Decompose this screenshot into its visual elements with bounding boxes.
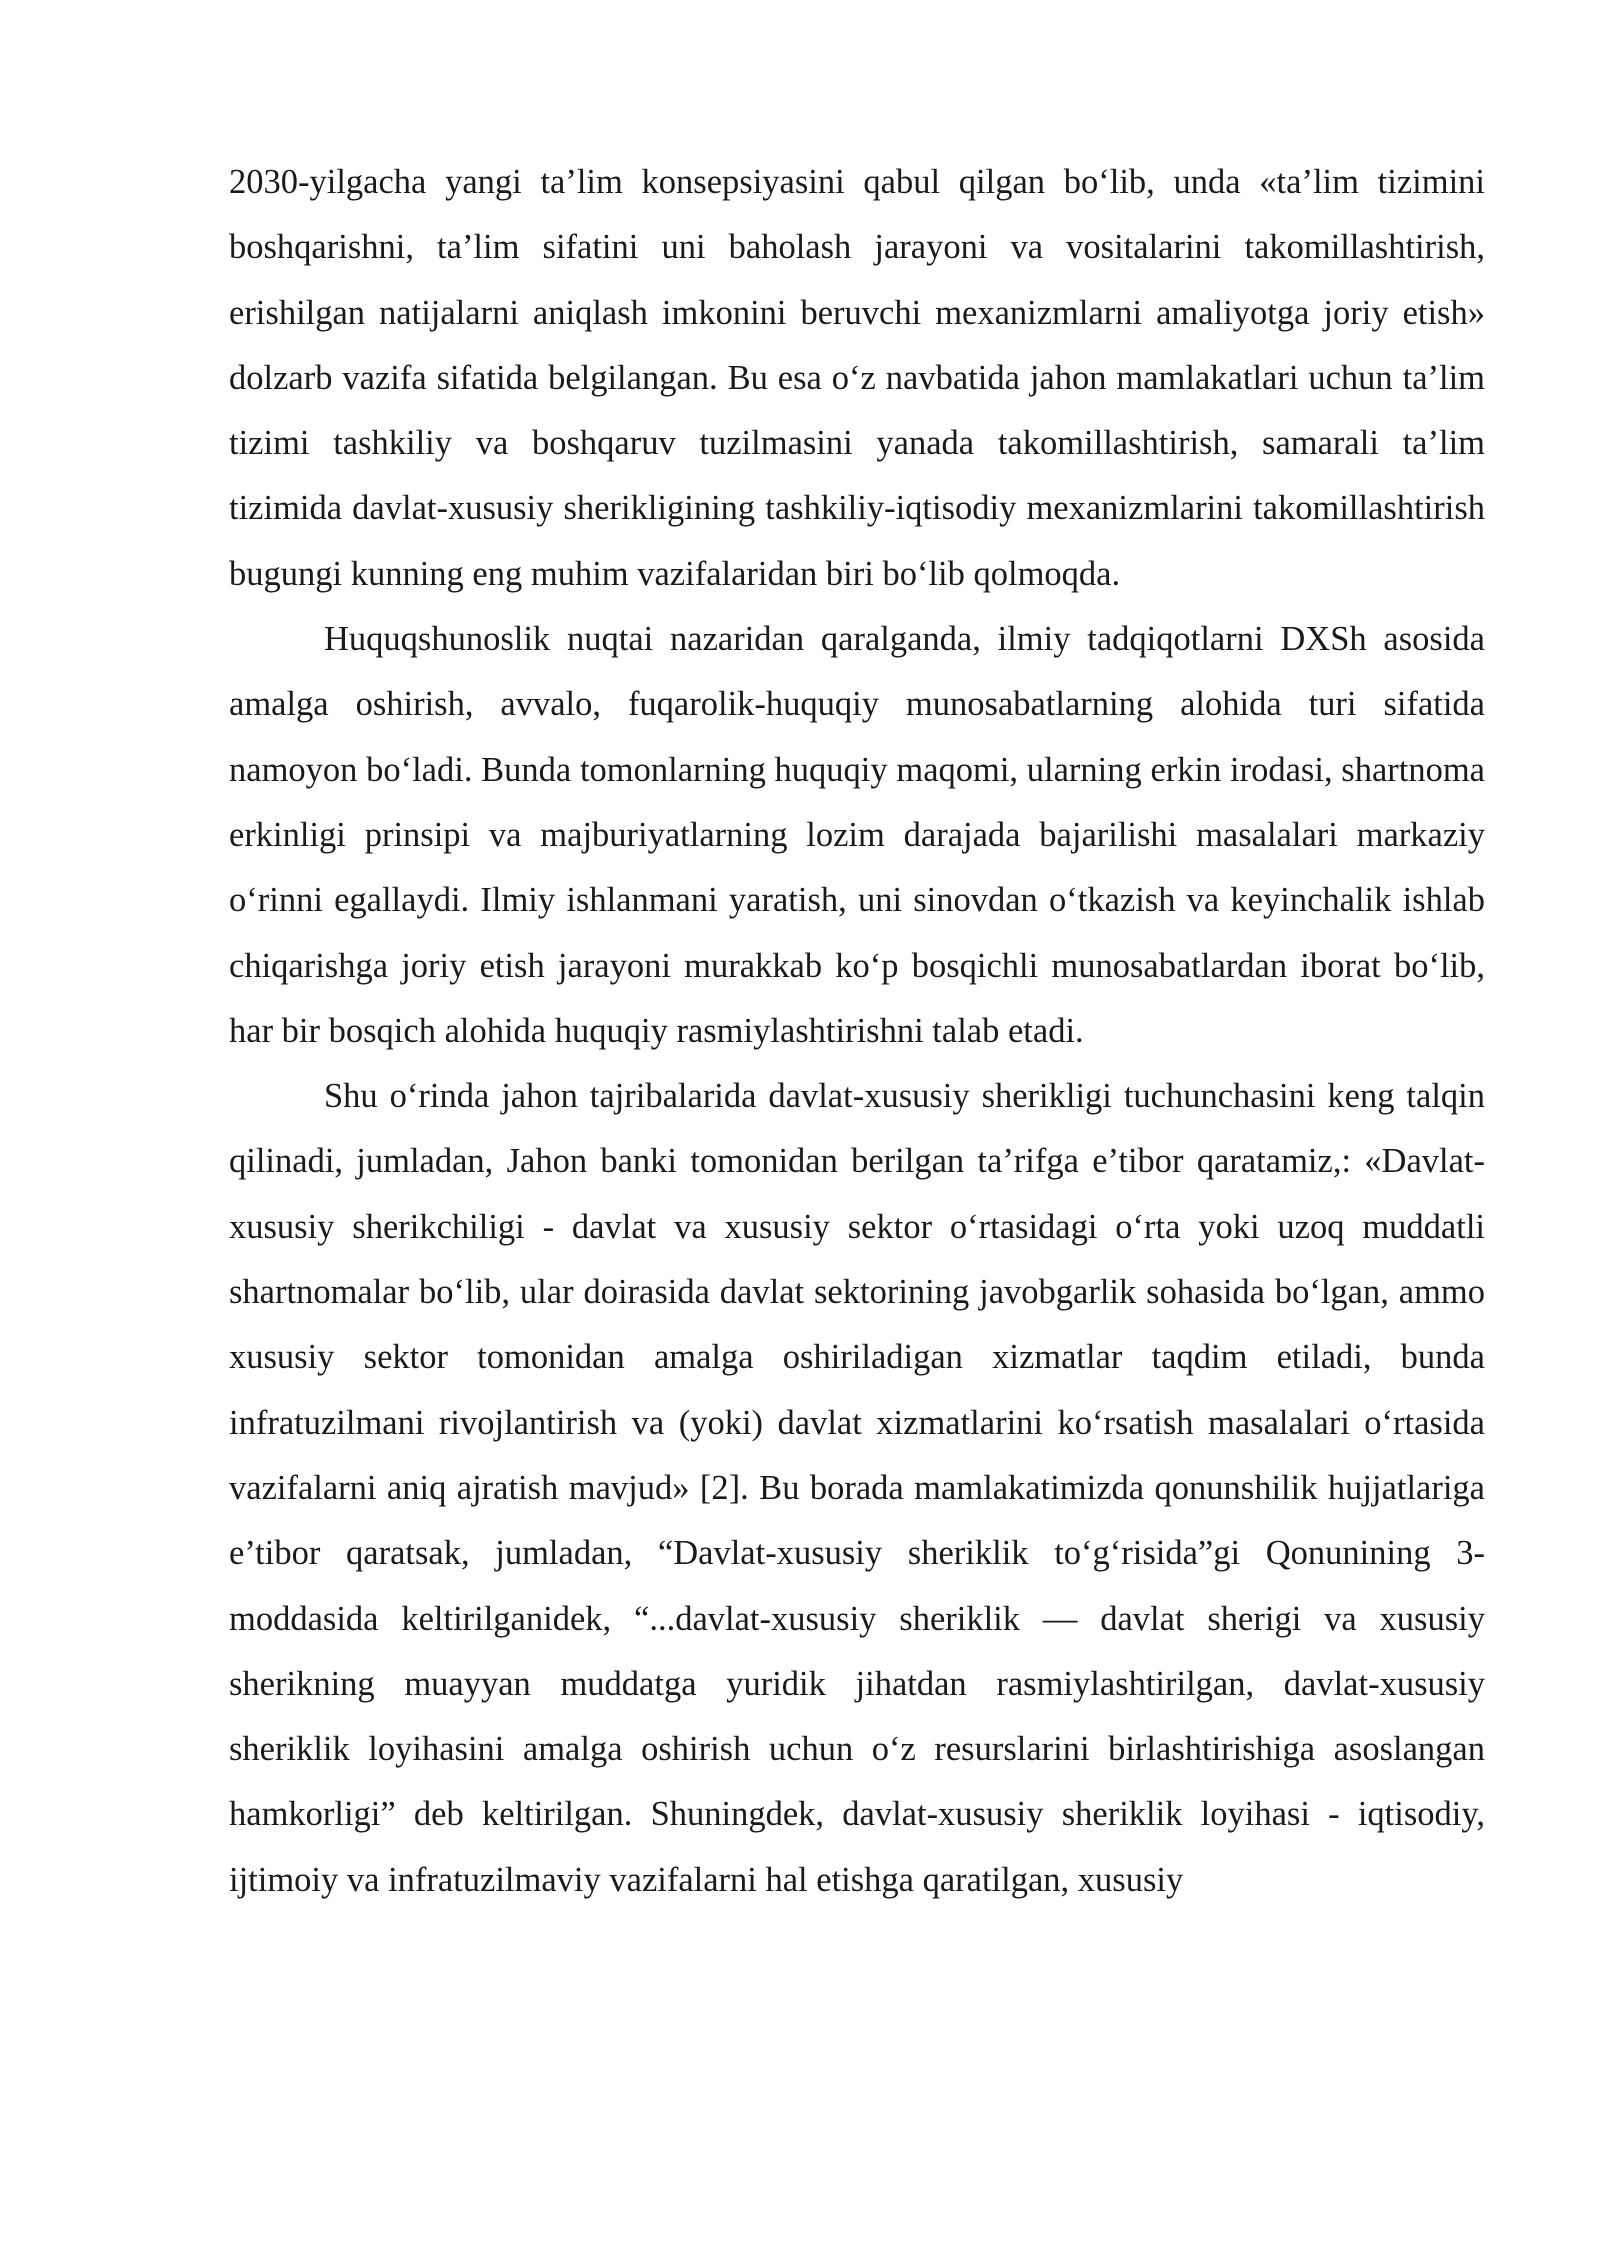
paragraph-2: Huquqshunoslik nuqtai nazaridan qaralganda, ilmiy tadqiqotlarni DXSh asosida amalga oshirish, avvalo, fuqarolik-huquqiy munosabatlarning alohida turi sifatida namoyon bo‘ladi. Bunda tomonlarning huquqiy maqomi, ularning erkin irodasi, shartnoma erkinligi prinsipi va majburiyatlarning lozim darajada bajarilishi masalalari markaziy o‘rinni egallaydi. Ilmiy ishlanmani yaratish, uni sinovdan o‘tkazish va keyinchalik ishlab chiqarishga joriy etish jarayoni murakkab ko‘p bosqichli munosabatlardan iborat bo‘lib, har bir bosqich alohida huquqiy rasmiylashtirishni talab etadi.	[229, 620, 1485, 1050]
paragraph-3: Shu o‘rinda jahon tajribalarida davlat-xususiy sherikligi tuchunchasini keng talqin qilinadi, jumladan, Jahon banki tomonidan berilgan ta’rifga e’tibor qaratamiz,: «Davlat-xususiy sherikchiligi - davlat va xususiy sektor o‘rtasidagi o‘rta yoki uzoq muddatli shartnomalar bo‘lib, ular doirasida davlat sektorining javobgarlik sohasida bo‘lgan, ammo xususiy sektor tomonidan amalga oshiriladigan xizmatlar taqdim etiladi, bunda infratuzilmani rivojlantirish va (yoki) davlat xizmatlarini ko‘rsatish masalalari o‘rtasida vazifalarni aniq ajratish mavjud» [2]. Bu borada mamlakatimizda qonunshilik hujjatlariga e’tibor qaratsak, jumladan, “Davlat-xususiy sheriklik to‘g‘risida”gi Qonunining 3-moddasida keltirilganidek, “...davlat-xususiy sheriklik — davlat sherigi va xususiy sherikning muayyan muddatga yuridik jihatdan rasmiylashtirilgan, davlat-xususiy sheriklik loyihasini amalga oshirish uchun o‘z resurslarini birlashtirishiga asoslangan hamkorligi” deb keltirilgan. Shuningdek, davlat-xususiy sheriklik loyihasi - iqtisodiy, ijtimoiy va infratuzilmaviy vazifalarni hal etishga qaratilgan, xususiy	[229, 1077, 1485, 1899]
paragraph-1: 2030-yilgacha yangi ta’lim konsepsiyasini qabul qilgan bo‘lib, unda «ta’lim tizimini boshqarishni, ta’lim sifatini uni baholash jarayoni va vositalarini takomillashtirish, erishilgan natijalarni aniqlash imkonini beruvchi mexanizmlarni amaliyotga joriy etish» dolzarb vazifa sifatida belgilangan. Bu esa o‘z navbatida jahon mamlakatlari uchun ta’lim tizimi tashkiliy va boshqaruv tuzilmasini yanada takomillashtirish, samarali ta’lim tizimida davlat-xususiy sherikligining tashkiliy-iqtisodiy mexanizmlarini takomillashtirish bugungi kunning eng muhim vazifalaridan biri bo‘lib qolmoqda.	[229, 163, 1485, 593]
body-text	[229, 150, 1485, 1913]
